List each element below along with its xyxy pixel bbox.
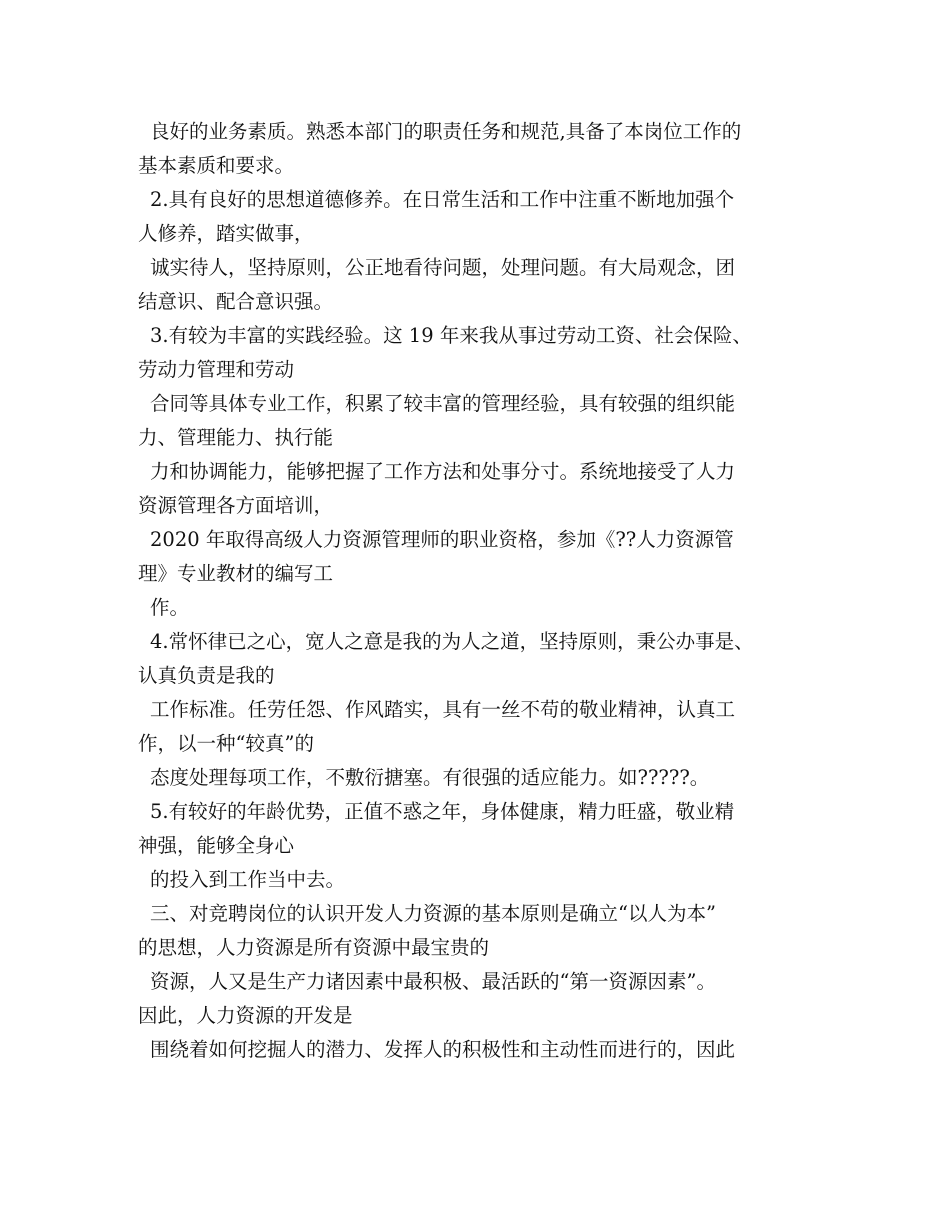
text-line: 围绕着如何挖掘人的潜力、发挥人的积极性和主动性而进行的，因此 bbox=[150, 1038, 736, 1061]
text-line: 人修养，踏实做事， bbox=[138, 222, 314, 245]
text-line: 的思想，人力资源是所有资源中最宝贵的 bbox=[138, 936, 490, 959]
text-line: 因此，人力资源的开发是 bbox=[138, 1004, 353, 1027]
text-line: 2.具有良好的思想道德修养。在日常生活和工作中注重不断地加强个 bbox=[150, 188, 735, 211]
text-line: 三、对竞聘岗位的认识开发人力资源的基本原则是确立“以人为本” bbox=[150, 902, 716, 925]
text-line: 结意识、配合意识强。 bbox=[138, 290, 334, 313]
text-line: 5.有较好的年龄优势，正值不惑之年，身体健康，精力旺盛，敬业精 bbox=[150, 800, 735, 823]
text-line: 基本素质和要求。 bbox=[138, 154, 295, 177]
text-line: 3.有较为丰富的实践经验。这 19 年来我从事过劳动工资、社会保险、 bbox=[150, 324, 752, 347]
text-line: 资源，人又是生产力诸因素中最积极、最活跃的“第一资源因素”。 bbox=[150, 970, 716, 993]
text-line: 力、管理能力、执行能 bbox=[138, 426, 334, 449]
text-line: 的投入到工作当中去。 bbox=[150, 868, 346, 891]
text-line: 作，以一种“较真”的 bbox=[138, 732, 314, 755]
text-line: 态度处理每项工作，不敷衍搪塞。有很强的适应能力。如?????。 bbox=[150, 766, 710, 789]
document-body bbox=[138, 115, 838, 1067]
text-line: 理》专业教材的编写工 bbox=[138, 562, 334, 585]
text-line: 力和协调能力，能够把握了工作方法和处事分寸。系统地接受了人力 bbox=[150, 460, 736, 483]
text-line: 资源管理各方面培训， bbox=[138, 494, 334, 517]
text-line: 4.常怀律已之心，宽人之意是我的为人之道，坚持原则，秉公办事是、 bbox=[150, 630, 754, 653]
text-line: 工作标准。任劳任怨、作风踏实，具有一丝不苟的敬业精神，认真工 bbox=[150, 698, 736, 721]
text-line: 诚实待人，坚持原则，公正地看待问题，处理问题。有大局观念，团 bbox=[150, 256, 736, 279]
text-line: 合同等具体专业工作，积累了较丰富的管理经验，具有较强的组织能 bbox=[150, 392, 736, 415]
text-line: 神强，能够全身心 bbox=[138, 834, 295, 857]
text-line: 2020 年取得高级人力资源管理师的职业资格，参加《??人力资源管 bbox=[150, 528, 734, 551]
text-line: 作。 bbox=[150, 596, 190, 619]
text-line: 认真负责是我的 bbox=[138, 664, 275, 687]
text-line: 劳动力管理和劳动 bbox=[138, 358, 295, 381]
text-line: 良好的业务素质。熟悉本部门的职责任务和规范,具备了本岗位工作的 bbox=[150, 120, 742, 143]
